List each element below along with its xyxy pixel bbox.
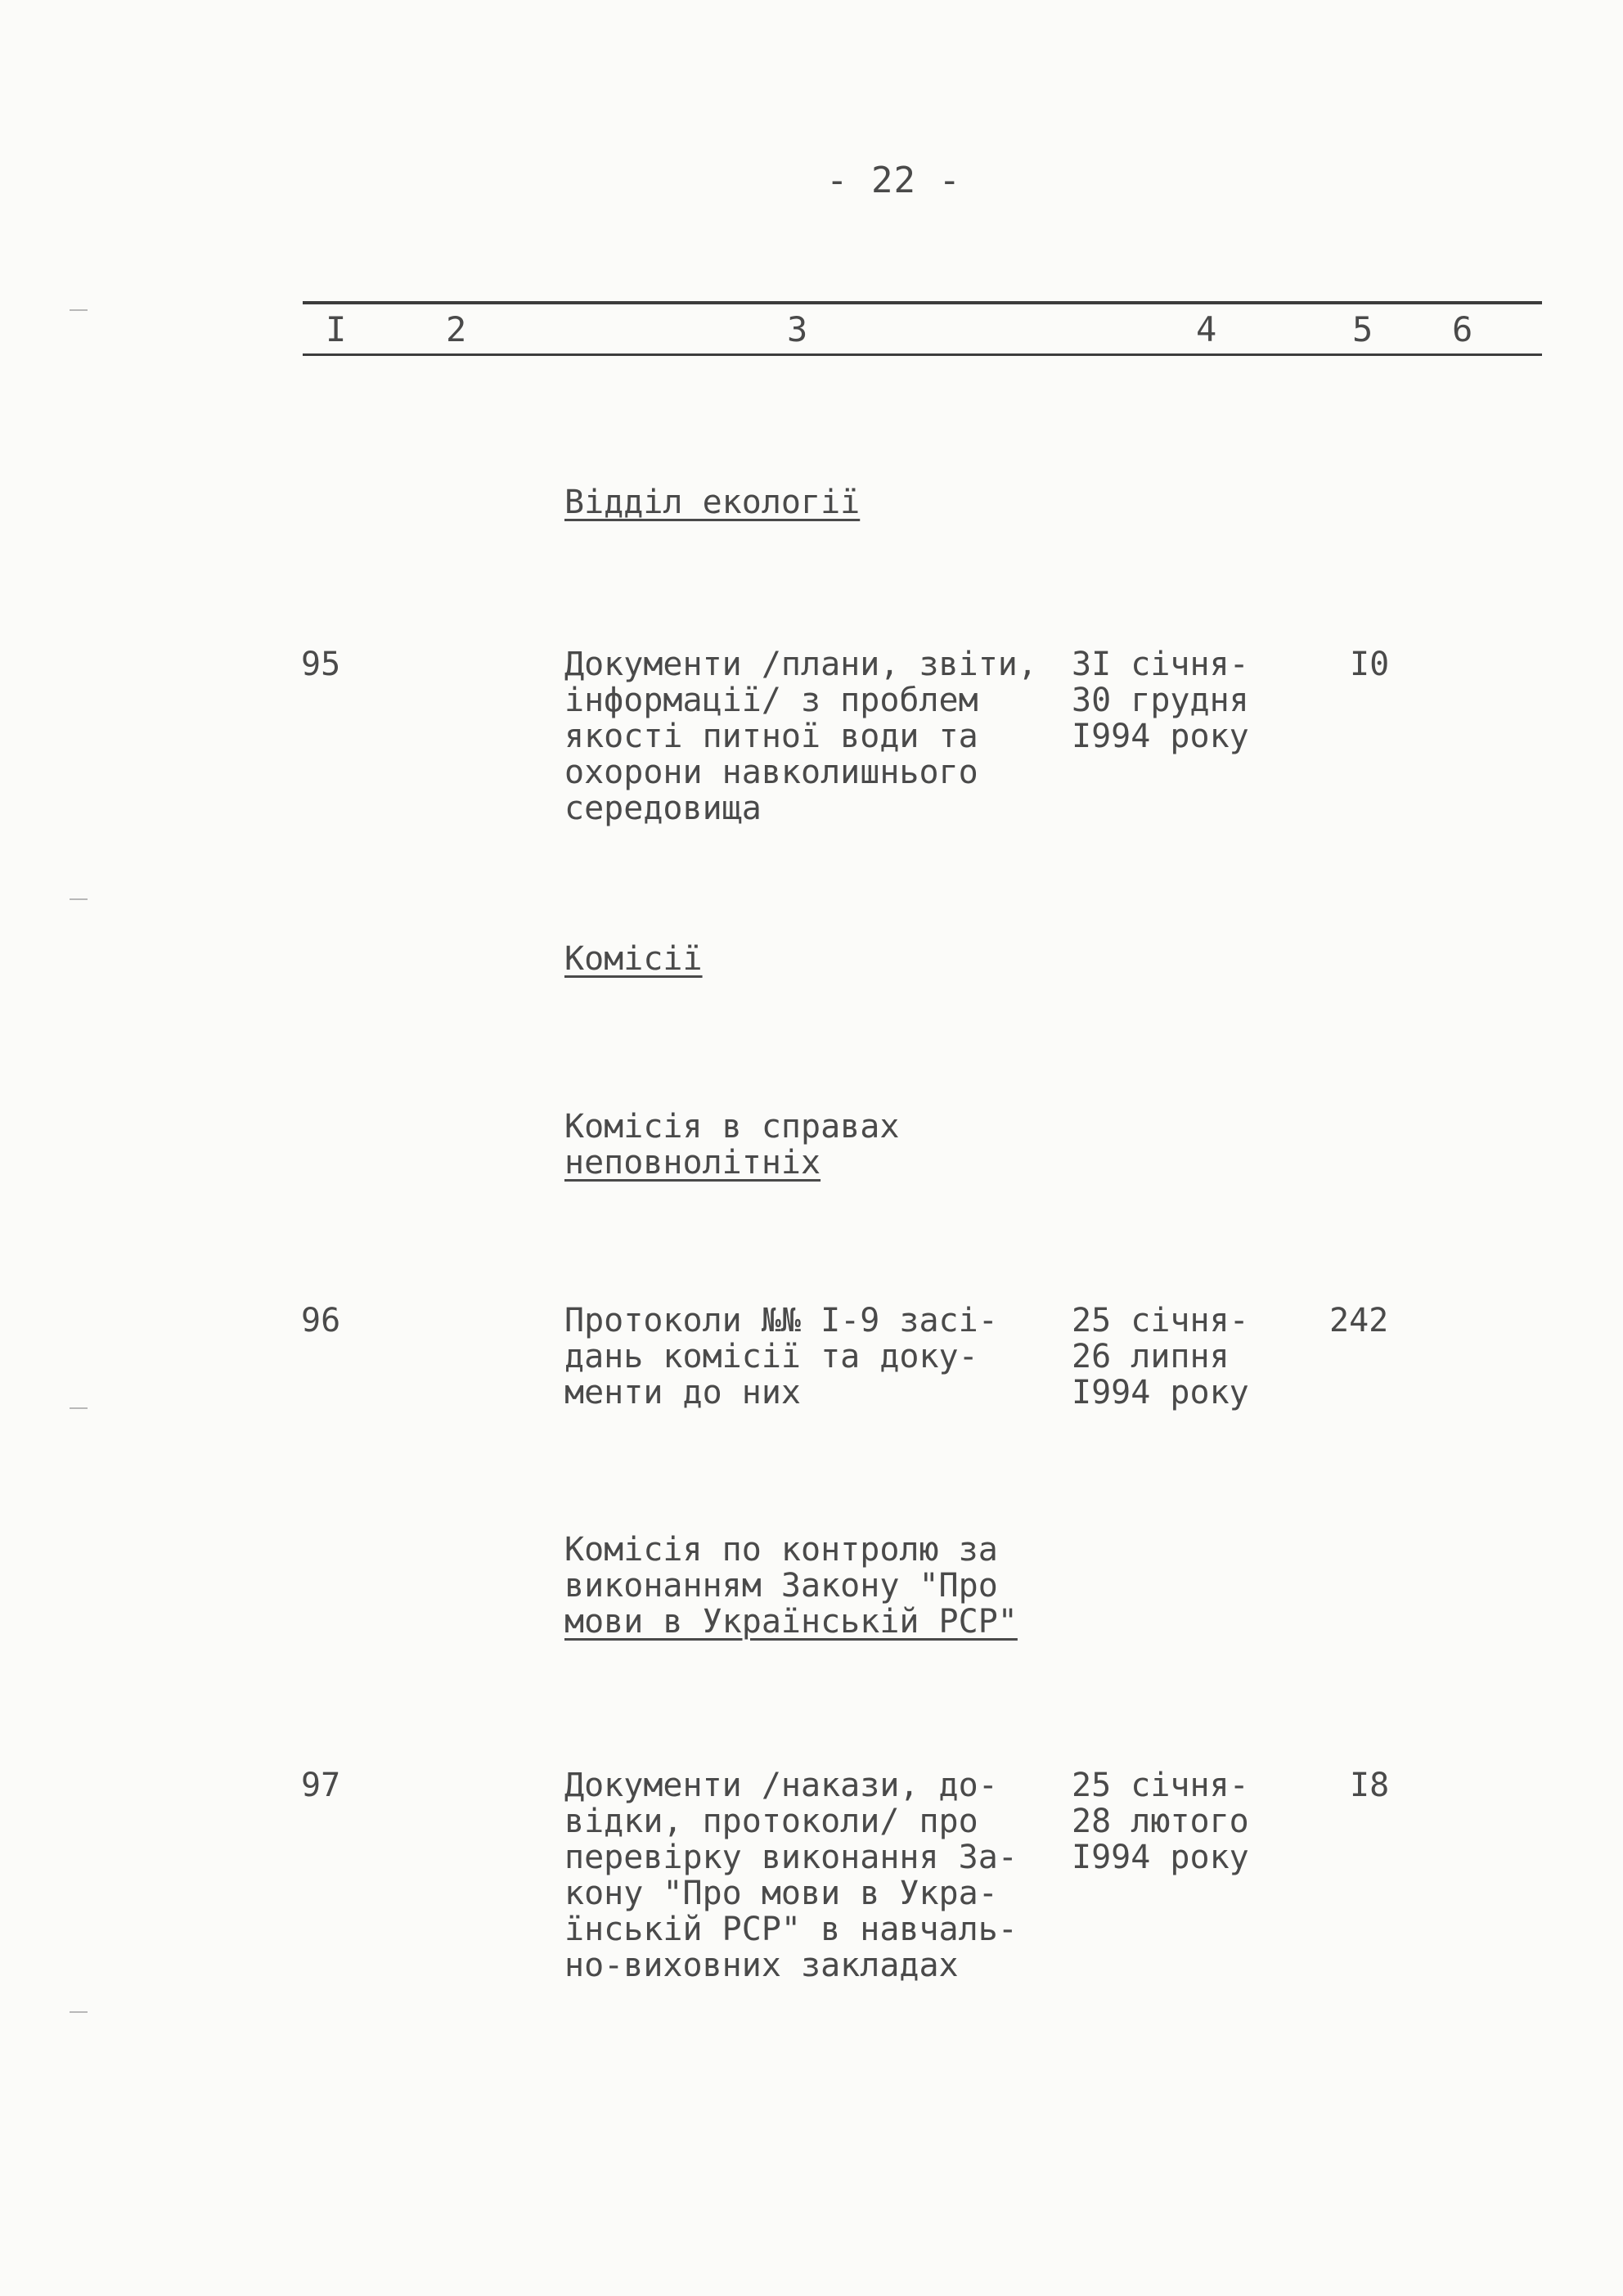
entry-date-line: 25 січня- xyxy=(1072,1302,1249,1339)
entry-page-count: I0 xyxy=(1350,646,1390,683)
entry-title-line: дань комісії та доку- xyxy=(564,1338,978,1375)
entry-number: 96 xyxy=(301,1302,341,1339)
entry-title-line: Протоколи №№ I-9 засі- xyxy=(564,1302,998,1339)
header-rule-bottom xyxy=(303,353,1542,356)
entry-title-line: Документи /накази, до- xyxy=(564,1767,998,1804)
column-number-5: 5 xyxy=(1352,309,1373,349)
margin-mark xyxy=(70,1407,88,1409)
entry-title xyxy=(564,1303,998,1411)
section-heading-minors xyxy=(564,1109,899,1181)
entry-date-line: 25 січня- xyxy=(1072,1767,1249,1804)
entry-title-line: менти до них xyxy=(564,1374,801,1411)
entry-date-line: I994 року xyxy=(1072,1374,1249,1411)
entry-title-line: но-виховних закладах xyxy=(564,1947,959,1984)
margin-mark xyxy=(70,309,88,311)
column-number-4: 4 xyxy=(1196,309,1217,349)
column-number-1: I xyxy=(326,309,347,349)
margin-mark xyxy=(70,2011,88,2013)
column-number-2: 2 xyxy=(446,309,467,349)
entry-date-line: I994 року xyxy=(1072,718,1249,755)
entry-title-line: охорони навколишнього xyxy=(564,754,978,791)
section-heading-commissions: Комісії xyxy=(564,940,703,978)
entry-date-line: 26 липня xyxy=(1072,1338,1230,1375)
entry-page-count: 242 xyxy=(1329,1302,1389,1339)
entry-title-line: середовища xyxy=(564,790,762,827)
section-heading-ecology: Відділ екології xyxy=(564,484,861,521)
column-number-6: 6 xyxy=(1452,309,1473,349)
entry-page-count: I8 xyxy=(1350,1767,1390,1804)
entry-title xyxy=(564,1767,1018,1983)
entry-date-line: I994 року xyxy=(1072,1839,1249,1876)
section-heading-line: неповнолітніх xyxy=(564,1144,821,1182)
margin-mark xyxy=(70,898,88,900)
entry-title-line: відки, протоколи/ про xyxy=(564,1803,978,1840)
entry-title xyxy=(564,646,1037,826)
entry-dates xyxy=(1072,1767,1249,1875)
entry-date-line: 3I січня- xyxy=(1072,646,1249,683)
section-heading-line: мови в Українській РСР" xyxy=(564,1603,1018,1641)
header-rule-top xyxy=(303,301,1542,304)
entry-number: 95 xyxy=(301,646,341,683)
section-heading-language xyxy=(564,1532,1018,1640)
entry-title-line: їнській РСР" в навчаль- xyxy=(564,1911,1018,1948)
section-heading-line: Комісія в справах xyxy=(564,1108,900,1146)
entry-number: 97 xyxy=(301,1767,341,1804)
entry-title-line: інформації/ з проблем xyxy=(564,682,978,719)
column-number-3: 3 xyxy=(787,309,808,349)
entry-title-line: кону "Про мови в Укра- xyxy=(564,1875,998,1912)
section-heading-line: виконанням Закону "Про xyxy=(564,1567,998,1605)
page-number: - 22 - xyxy=(826,160,961,201)
entry-date-line: 30 грудня xyxy=(1072,682,1249,719)
entry-title-line: якості питної води та xyxy=(564,718,978,755)
entry-title-line: перевірку виконання За- xyxy=(564,1839,1018,1876)
entry-title-line: Документи /плани, звіти, xyxy=(564,646,1037,683)
section-heading-line: Комісія по контролю за xyxy=(564,1531,998,1569)
entry-dates xyxy=(1072,646,1249,754)
entry-date-line: 28 лютого xyxy=(1072,1803,1249,1840)
entry-dates xyxy=(1072,1303,1249,1411)
